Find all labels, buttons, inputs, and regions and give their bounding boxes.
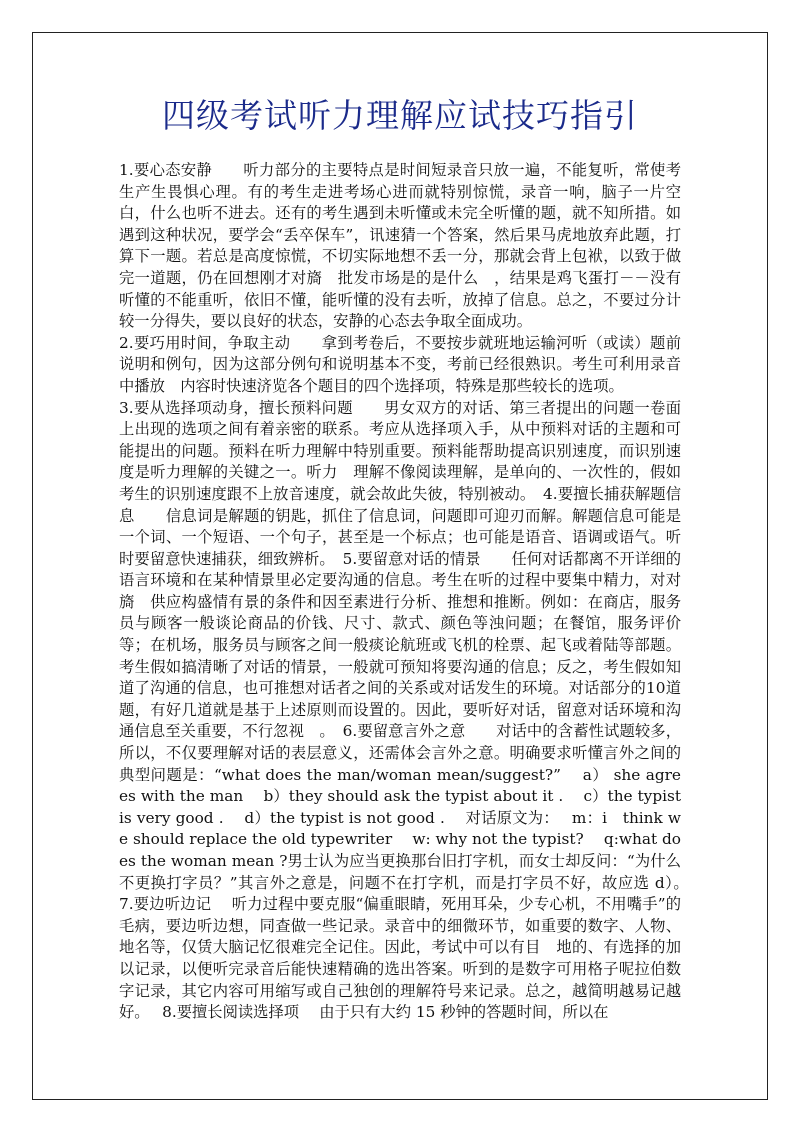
paragraph-3: 3.要从选择项动身，擅长预料问题 男女双方的对话、第三者提出的问题一卷面上出现的选项之间有着亲密的联系。考应从选择项入手，从中预料对话的主题和可能提出的问题。预料在听力理解中特别重要。预料能帮助提高识别速度，而识别速度是听力理解的关键之一。听力 理解不像阅读理解，是单向的、一次性的，假如考生的识别速度跟不上放音速度，就会故此失彼，特别被动。 4.要擅长捕获解题信息 信息词是解题的钥匙，抓住了信息词，问题即可迎刃而解。解题信息可能是一个词、一个短语、一个句子，甚至是一个标点；也可能是语音、语调或语气。听时要留意快速捕获，细致辨析。 5.要留意对话的情景 任何对话都离不开详细的语言环境和在某种情景里必定要沟通的信息。考生在听的过程中要集中精力，对对旖 供应构盛情有景的条件和因至素进行分析、推想和推断。例如：在商店，服务员与顾客一般谈论商品的价钱、尺寸、款式、颜色等浊问题；在餐馆，服务评价等；在机场，服务员与顾客之间一般痰论航班或飞机的栓票、起飞或着陆等部题。考生假如搞清晰了对话的情景，一般就可预知将要沟通的信息；反之，考生假如知道了沟通的信息，也可推想对话者之间的关系或对话发生的环境。对话部分的10道题，有好几道就是基于上述原则而设置的。因此，要听好对话，留意对话环境和沟通信息至关重要，不行忽视 。 6.要留意言外之意 对话中的含蓄性试题较多，所以，不仅要理解对话的表层意义，还需体会言外之意。明确要求听懂言外之间的典型问题是：“what does the man/woman mean/suggest?” a） she agrees with the man b）they should ask the typist about it . c）the typist is very good . d）the typist is not good . 对话原文为： m：i think we should replace the old typewriter w: why not the typist? q:what does the woman mean ?男士认为应当更换那台旧打字机，而女士却反问：“为什么不更换打字员？”其言外之意是，问题不在打字机，而是打字员不好，故应选 d）。 7.要边听边记 听力过程中要克服“偏重眼睛，死用耳朵，少专心机，不用嘴手”的毛病，要边听边想，同查做一些记录。录音中的细微环节，如重要的数字、人物、地名等，仅赁大脑记忆很难完全记住。因此，考试中可以有目 地的、有选择的加以记录，以便听完录音后能快速精确的选出答案。听到的是数字可用格子呢拉伯数字记录，其它内容可用缩写或自己独创的理解符号来记录。总之，越简明越易记越好。 8.要擅长阅读选择项 由于只有大约 15 秒钟的答题时间，所以在 xyxy=(119,398,702,1022)
document-body xyxy=(119,160,702,1024)
paragraph-1: 1.要心态安静 听力部分的主要特点是时间短录音只放一遍，不能复听，常使考生产生畏惧心理。有的考生走进考场心进而就特别惊慌，录音一响，脑子一片空白，什么也听不进去。还有的考生遇到未听懂或未完全听懂的题，就不知所措。如遇到这种状况，要学会“丢卒保车”，讯速猜一个答案，然后果马虎地放弃此题，打算下一题。若总是高度惊慌，不切实际地想不丢一分，那就会背上包袱，以致于做完一道题，仍在回想刚才对旖 批发市场是的是什么 ，结果是鸡飞蛋打－－没有听懂的不能重听，依旧不懂，能听懂的没有去听，放掉了信息。总之，不要过分计较一分得失，要以良好的状态，安静的心态去争取全面成功。 xyxy=(119,161,681,331)
document-title: 四级考试听力理解应试技巧指引 xyxy=(162,96,638,135)
paragraph-2: 2.要巧用时间，争取主动 拿到考卷后，不要按步就班地运输河听（或读）题前说明和例句，因为这部分例句和说明基本不变，考前已经很熟识。考生可利用录音中播放 内容时快速济览各个题目的四个选择项，特殊是那些较长的选项。 xyxy=(119,333,681,395)
